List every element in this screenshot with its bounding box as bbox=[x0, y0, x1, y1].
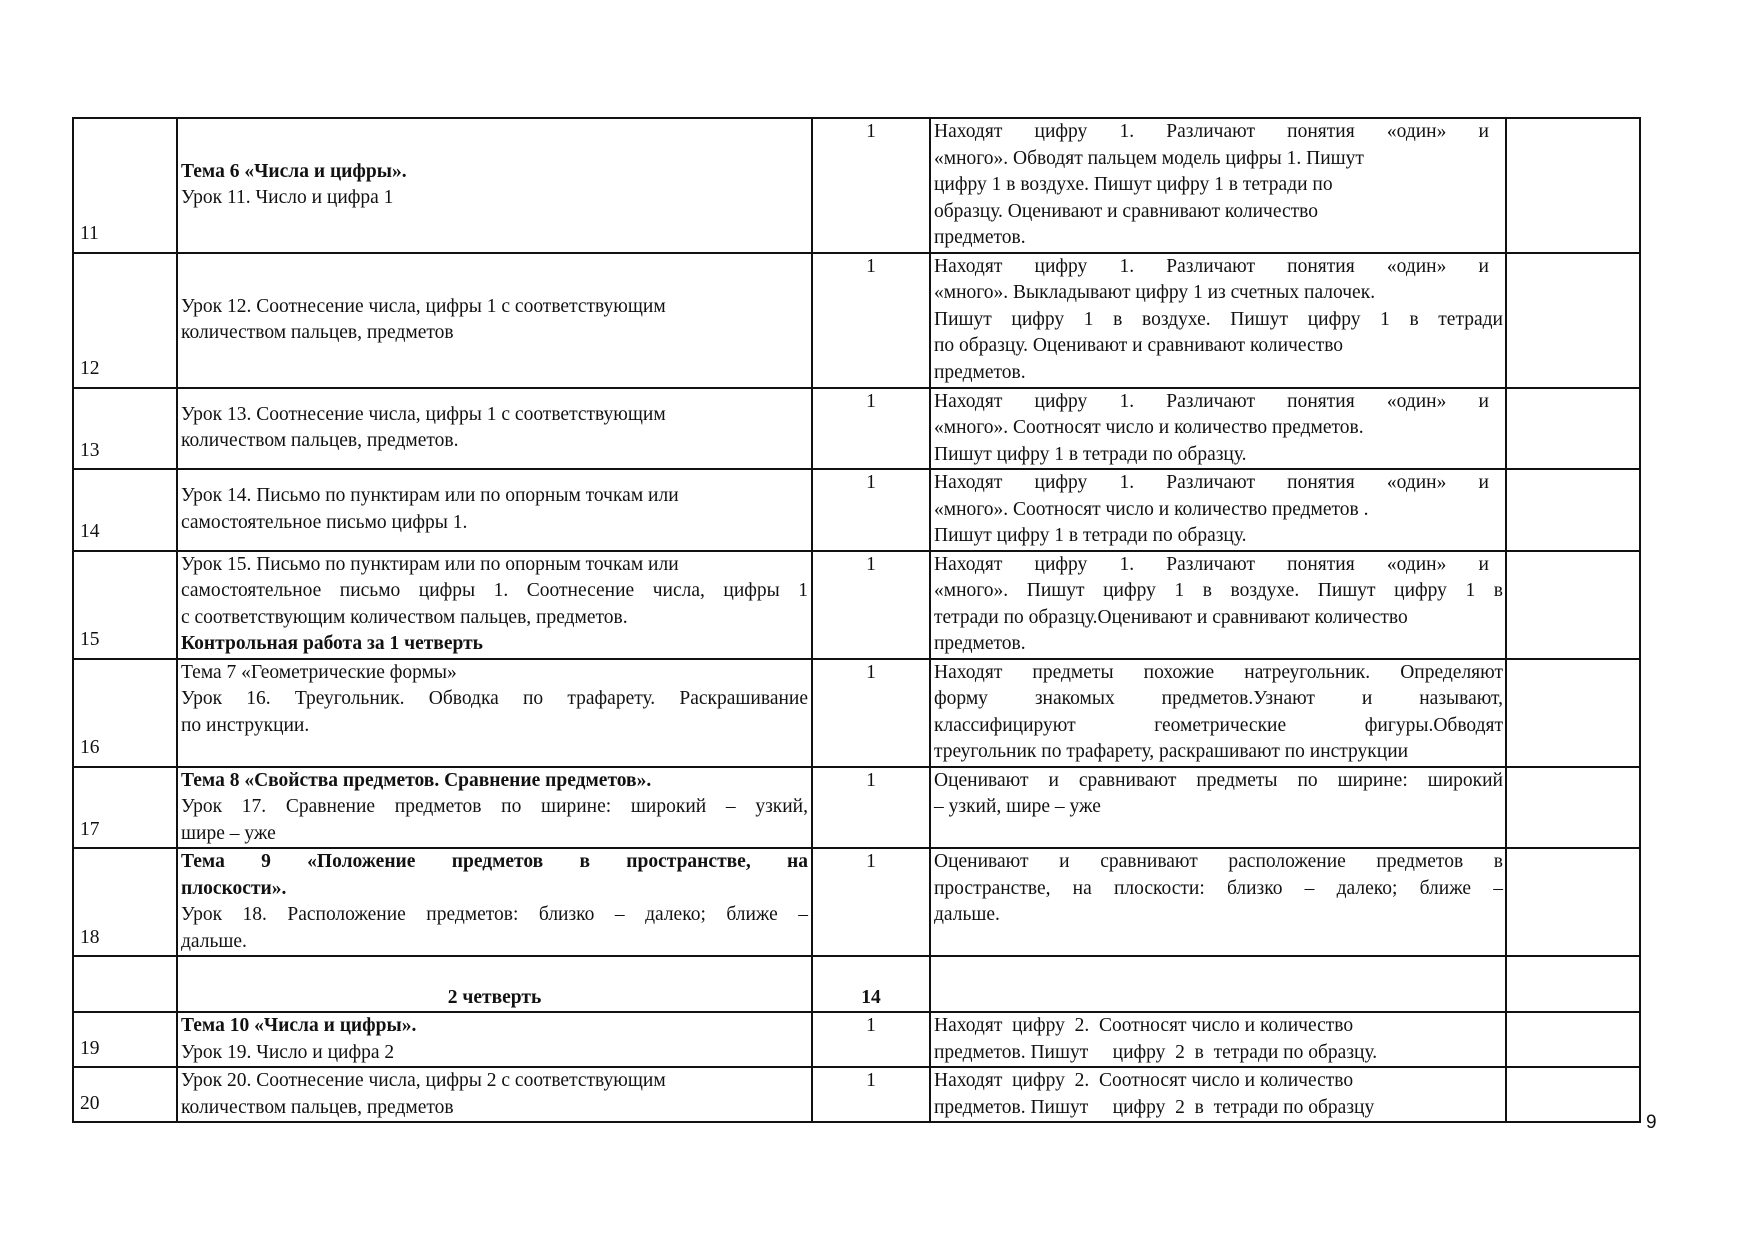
lesson-topic: Урок 15. Письмо по пунктирам или по опорным точкам или самостоятельное письмо цифры 1. Соотнесение числа, цифры 1 с соответствующим количеством пальцев, предметов. Контрольная работа за 1 четверть bbox=[177, 551, 812, 659]
note-cell bbox=[1506, 1067, 1640, 1122]
table-row bbox=[73, 1012, 1640, 1067]
activity-description: Оценивают и сравнивают расположение предметов в пространстве, на плоскости: близко – далеко; ближе – дальше. bbox=[930, 848, 1506, 956]
activity-description: Находят цифру 1. Различают понятия «один» и «много». Пишут цифру 1 в воздухе. Пишут цифру 1 в тетради по образцу.Оценивают и сравнивают количество предметов. bbox=[930, 551, 1506, 659]
lesson-hours: 1 bbox=[812, 1012, 930, 1067]
activity-description: Находят цифру 1. Различают понятия «один» и «много». Выкладывают цифру 1 из счетных палочек. Пишут цифру 1 в воздухе. Пишут цифру 1 в тетради по образцу. Оценивают и сравнивают количество предметов. bbox=[930, 253, 1506, 388]
lesson-topic: Тема 8 «Свойства предметов. Сравнение предметов». Урок 17. Сравнение предметов по ширине: широкий – узкий, шире – уже bbox=[177, 767, 812, 849]
lesson-hours: 1 bbox=[812, 848, 930, 956]
lesson-number: 17 bbox=[73, 767, 177, 849]
lesson-number: 12 bbox=[73, 253, 177, 388]
lesson-hours: 1 bbox=[812, 469, 930, 551]
table-row bbox=[73, 659, 1640, 767]
table-row bbox=[73, 551, 1640, 659]
activity-description: Находят цифру 1. Различают понятия «один» и «много». Соотносят число и количество предметов. Пишут цифру 1 в тетради по образцу. bbox=[930, 388, 1506, 470]
note-cell bbox=[1506, 956, 1640, 1012]
lesson-title: Урок 11. Число и цифра 1 bbox=[181, 187, 394, 209]
table-row bbox=[73, 469, 1640, 551]
lesson-number: 18 bbox=[73, 848, 177, 956]
lesson-number: 19 bbox=[73, 1012, 177, 1067]
lesson-number: 16 bbox=[73, 659, 177, 767]
note-cell bbox=[1506, 551, 1640, 659]
topic-heading: Тема 9 «Положение предметов в пространстве, на bbox=[181, 851, 808, 872]
table-row bbox=[73, 118, 1640, 253]
note-cell bbox=[1506, 659, 1640, 767]
lesson-topic: Тема 7 «Геометрические формы» Урок 16. Треугольник. Обводка по трафарету. Раскрашивание по инструкции. bbox=[177, 659, 812, 767]
note-cell bbox=[1506, 848, 1640, 956]
lesson-hours: 1 bbox=[812, 659, 930, 767]
lesson-number: 13 bbox=[73, 388, 177, 470]
quarter-hours-total: 14 bbox=[812, 956, 930, 1012]
note-cell bbox=[1506, 767, 1640, 849]
topic-heading: Тема 6 «Числа и цифры». bbox=[181, 160, 407, 182]
note-cell bbox=[1506, 1012, 1640, 1067]
table-row bbox=[73, 767, 1640, 849]
lesson-number: 14 bbox=[73, 469, 177, 551]
activity-description bbox=[930, 956, 1506, 1012]
table-row bbox=[73, 1067, 1640, 1122]
lesson-hours: 1 bbox=[812, 388, 930, 470]
lesson-number bbox=[73, 956, 177, 1012]
activity-description: Находят предметы похожие натреугольник. Определяют форму знакомых предметов.Узнают и называют, классифицируют геометрические фигуры.Обводят треугольник по трафарету, раскрашивают по инструкции bbox=[930, 659, 1506, 767]
lesson-hours: 1 bbox=[812, 118, 930, 253]
activity-description: Находят цифру 2. Соотносят число и количество предметов. Пишут цифру 2 в тетради по образцу bbox=[930, 1067, 1506, 1122]
page-number: 9 bbox=[1646, 1112, 1657, 1133]
activity-description: Находят цифру 2. Соотносят число и количество предметов. Пишут цифру 2 в тетради по образцу. bbox=[930, 1012, 1506, 1067]
activity-description: Оценивают и сравнивают предметы по ширине: широкий – узкий, шире – уже bbox=[930, 767, 1506, 849]
lesson-topic: Урок 20. Соотнесение числа, цифры 2 с соответствующим количеством пальцев, предметов bbox=[177, 1067, 812, 1122]
table-row bbox=[73, 388, 1640, 470]
lesson-number: 11 bbox=[73, 118, 177, 253]
activity-description: Находят цифру 1. Различают понятия «один» и «много». Соотносят число и количество предметов . Пишут цифру 1 в тетради по образцу. bbox=[930, 469, 1506, 551]
test-note: Контрольная работа за 1 четверть bbox=[181, 633, 483, 654]
note-cell bbox=[1506, 469, 1640, 551]
activity-description: Находят цифру 1. Различают понятия «один» и «много». Обводят пальцем модель цифры 1. Пишут цифру 1 в воздухе. Пишут цифру 1 в тетради по образцу. Оценивают и сравнивают количество предметов. bbox=[930, 118, 1506, 253]
lesson-topic: Урок 13. Соотнесение числа, цифры 1 с соответствующим количеством пальцев, предметов. bbox=[177, 388, 812, 470]
lesson-topic: Урок 14. Письмо по пунктирам или по опорным точкам или самостоятельное письмо цифры 1. bbox=[177, 469, 812, 551]
note-cell bbox=[1506, 118, 1640, 253]
lesson-topic bbox=[177, 118, 812, 253]
section-row-quarter-2 bbox=[73, 956, 1640, 1012]
lesson-topic: Урок 12. Соотнесение числа, цифры 1 с соответствующим количеством пальцев, предметов bbox=[177, 253, 812, 388]
lesson-hours: 1 bbox=[812, 1067, 930, 1122]
lesson-number: 20 bbox=[73, 1067, 177, 1122]
table-row bbox=[73, 253, 1640, 388]
lesson-topic: Тема 9 «Положение предметов в пространстве, на плоскости». Урок 18. Расположение предметов: близко – далеко; ближе – дальше. bbox=[177, 848, 812, 956]
topic-heading: Тема 10 «Числа и цифры». bbox=[181, 1015, 417, 1036]
lesson-number: 15 bbox=[73, 551, 177, 659]
lesson-hours: 1 bbox=[812, 767, 930, 849]
quarter-heading: 2 четверть bbox=[177, 956, 812, 1012]
table-row bbox=[73, 848, 1640, 956]
lesson-hours: 1 bbox=[812, 253, 930, 388]
note-cell bbox=[1506, 253, 1640, 388]
lesson-plan-table bbox=[72, 117, 1641, 1123]
topic-heading: Тема 8 «Свойства предметов. Сравнение предметов». bbox=[181, 769, 652, 791]
lesson-topic: Тема 10 «Числа и цифры». Урок 19. Число и цифра 2 bbox=[177, 1012, 812, 1067]
lesson-hours: 1 bbox=[812, 551, 930, 659]
note-cell bbox=[1506, 388, 1640, 470]
